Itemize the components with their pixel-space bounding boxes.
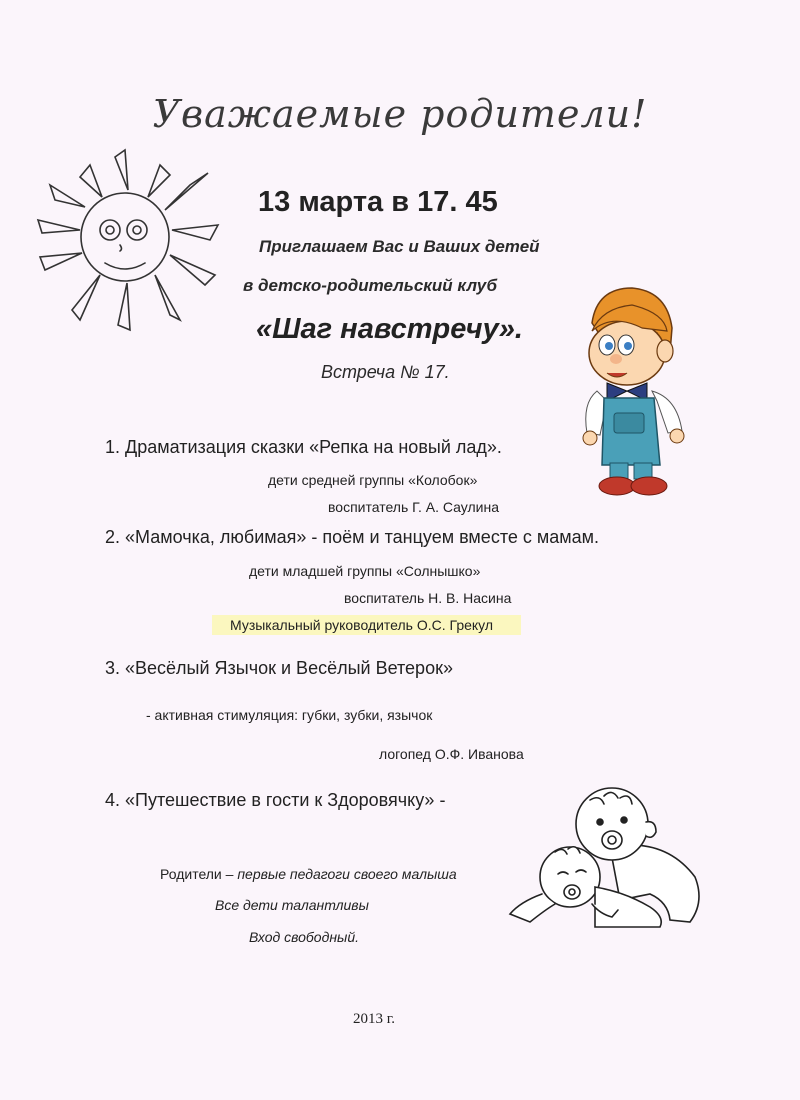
program-item-2-group: дети младшей группы «Солнышко» <box>249 563 481 579</box>
invite-line-1: Приглашаем Вас и Ваших детей <box>259 237 540 256</box>
invite-line-2: в детско-родительский клуб <box>243 276 497 295</box>
program-item-2-title: 2. «Мамочка, любимая» - поём и танцуем вместе с мамам. <box>105 527 600 547</box>
event-date: 13 марта в 17. 45 <box>258 186 498 218</box>
closing-line-2: Все дети талантливы <box>215 897 369 913</box>
page-title: Уважаемые родители! <box>152 92 648 136</box>
crawling-babies-icon <box>500 782 710 932</box>
club-name: «Шаг навстречу». <box>256 313 523 345</box>
program-item-1-title: 1. Драматизация сказки «Репка на новый лад». <box>105 437 502 457</box>
closing-line-1-prefix: Родители – <box>160 866 238 882</box>
closing-line-1-rest: первые педагоги своего малыша <box>237 866 457 882</box>
cartoon-boy-icon <box>572 283 702 508</box>
program-item-3-speech-therapist: логопед О.Ф. Иванова <box>379 746 524 762</box>
sun-icon <box>30 145 230 345</box>
document-year: 2013 г. <box>353 1011 395 1027</box>
program-item-3-title: 3. «Весёлый Язычок и Весёлый Ветерок» <box>105 658 453 678</box>
program-item-2-music-director: Музыкальный руководитель О.С. Грекул <box>212 615 521 635</box>
closing-line-3: Вход свободный. <box>249 929 359 945</box>
program-item-1-teacher: воспитатель Г. А. Саулина <box>328 499 499 515</box>
meeting-number: Встреча № 17. <box>321 362 450 382</box>
closing-line-1 <box>160 866 457 882</box>
program-item-1-group: дети средней группы «Колобок» <box>268 472 478 488</box>
program-item-2-teacher: воспитатель Н. В. Насина <box>344 590 512 606</box>
program-item-3-activity: - активная стимуляция: губки, зубки, язычок <box>146 707 433 723</box>
program-item-4-title: 4. «Путешествие в гости к Здоровячку» - <box>105 790 446 810</box>
